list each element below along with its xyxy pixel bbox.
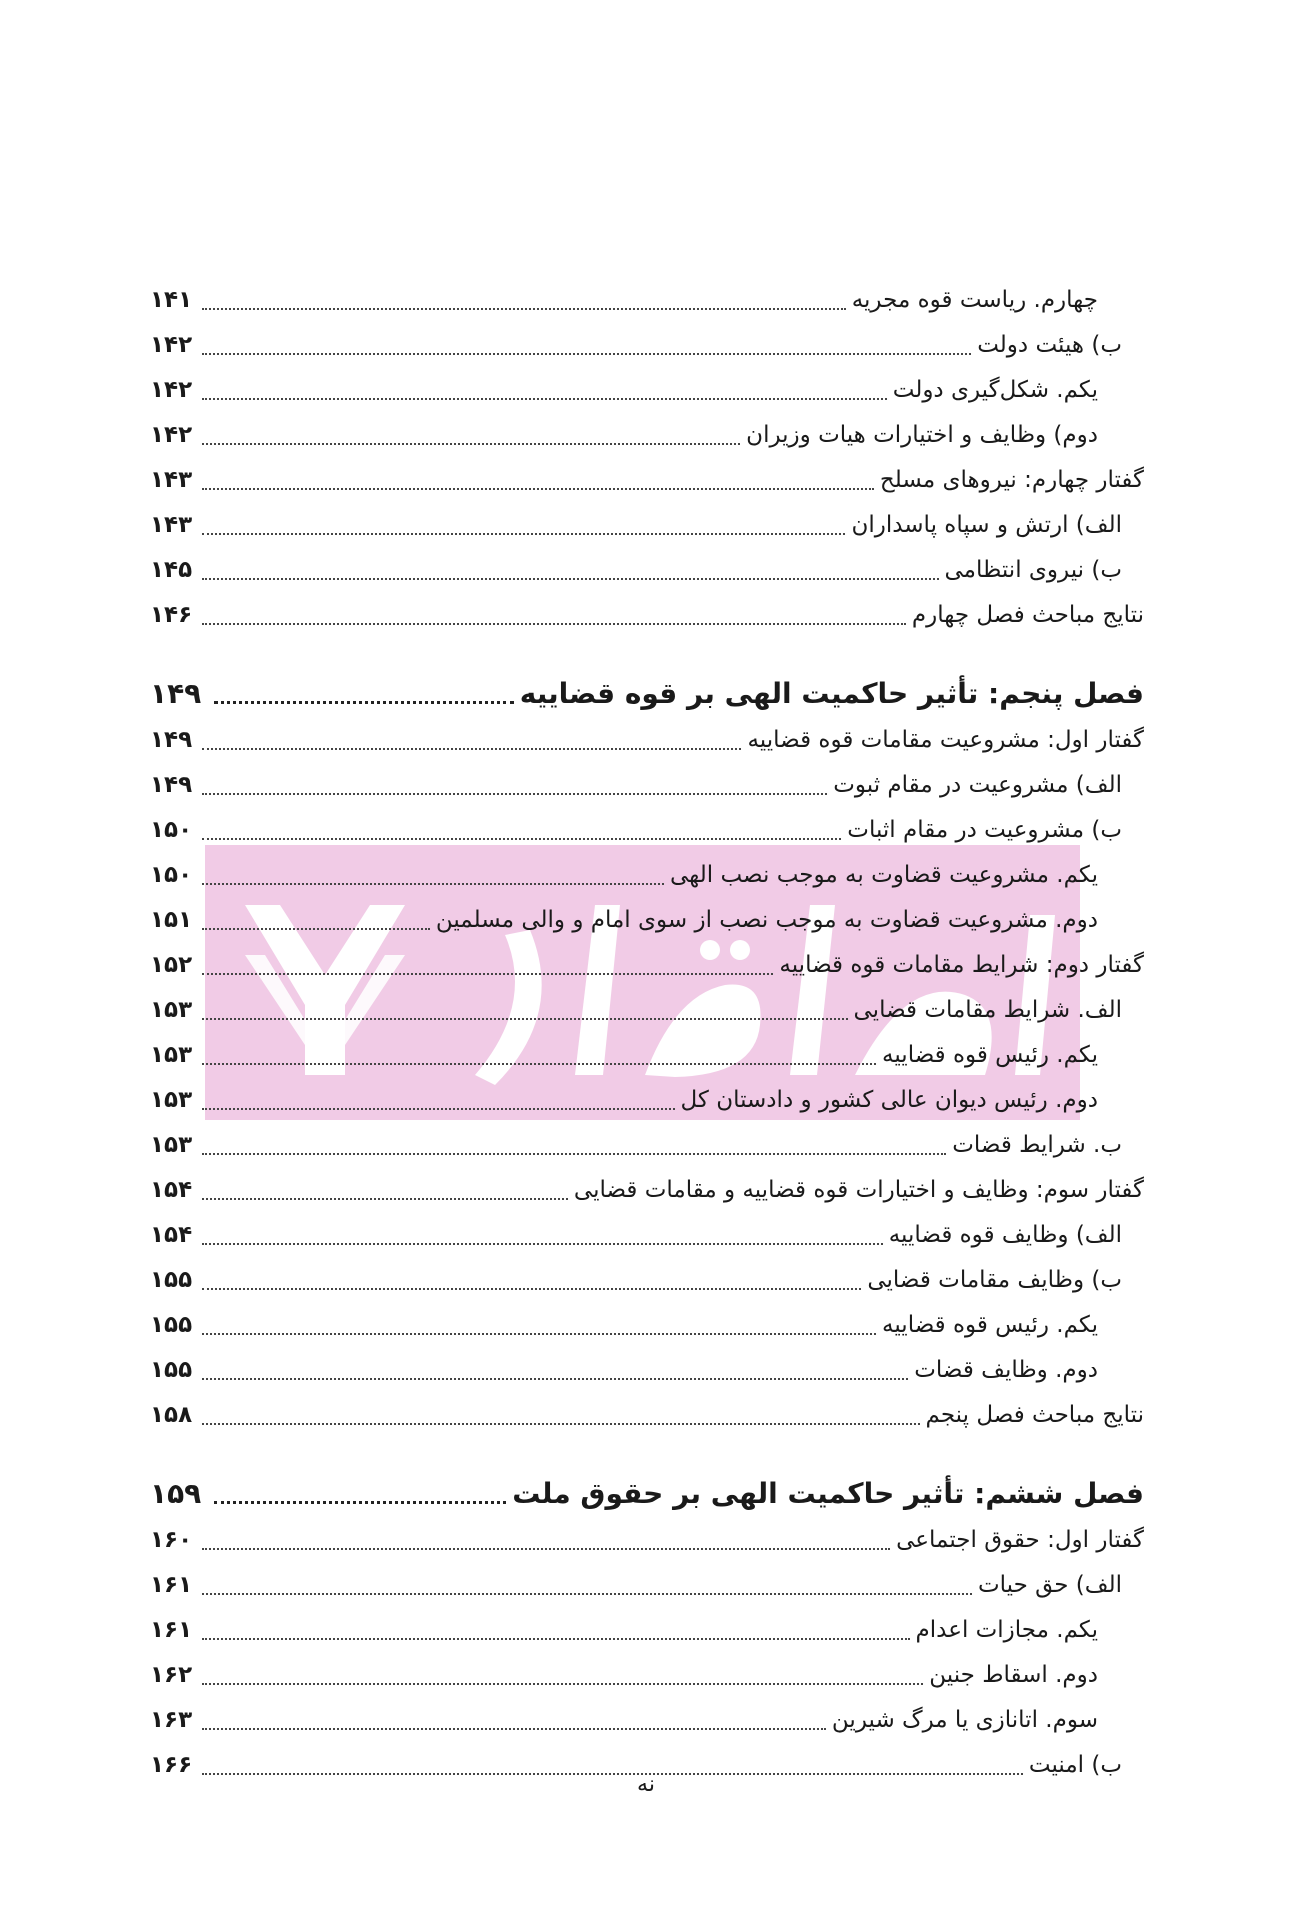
page-number-footer: نه — [637, 1772, 655, 1797]
toc-entry — [150, 548, 1144, 593]
dot-leader — [202, 1108, 675, 1110]
toc-entry — [150, 763, 1144, 808]
dot-leader — [202, 1378, 908, 1380]
toc-entry-title: یکم. رئیس قوه قضاییه — [882, 1042, 1098, 1068]
dot-leader — [202, 793, 827, 795]
toc-entry — [150, 1168, 1144, 1213]
toc-entry-title: یکم. مجازات اعدام — [915, 1617, 1098, 1643]
toc-entry-title: ب. شرایط قضات — [952, 1132, 1122, 1158]
toc-page-number: ۱۵۵ — [150, 1357, 193, 1383]
toc-entry-title: ب) نیروی انتظامی — [944, 557, 1122, 583]
toc-entry-title: یکم. شکل‌گیری دولت — [892, 377, 1098, 403]
toc-page-number: ۱۶۱ — [150, 1572, 193, 1598]
toc-entry-title: دوم. مشروعیت قضاوت به موجب نصب از سوی امام و والی مسلمین — [435, 907, 1098, 933]
toc-page-number: ۱۴۹ — [150, 677, 202, 710]
toc-entry-title: دوم. اسقاط جنین — [929, 1662, 1098, 1688]
toc-entry-title: ب) امنیت — [1028, 1752, 1122, 1778]
toc-entry — [150, 1563, 1144, 1608]
toc-entry — [150, 718, 1144, 763]
toc-entry — [150, 503, 1144, 548]
dot-leader — [202, 1638, 910, 1640]
toc-page-number: ۱۵۳ — [150, 997, 193, 1023]
toc-page-number: ۱۴۵ — [150, 557, 193, 583]
toc-page-number: ۱۴۹ — [150, 727, 193, 753]
dot-leader — [202, 1243, 883, 1245]
toc-entry-title: چهارم. ریاست قوه مجریه — [851, 287, 1098, 313]
chapter-title: فصل ششم: تأثیر حاکمیت الهی بر حقوق ملت — [512, 1477, 1144, 1510]
toc-page-number: ۱۶۲ — [150, 1662, 193, 1688]
toc-entry-title: الف) ارتش و سپاه پاسداران — [851, 512, 1122, 538]
toc-entry — [150, 898, 1144, 943]
dot-leader — [202, 1548, 890, 1550]
toc-entry-title: دوم) وظایف و اختیارات هیات وزیران — [746, 422, 1098, 448]
toc-entry — [150, 1393, 1144, 1438]
toc-entry-title: دوم. وظایف قضات — [914, 1357, 1098, 1383]
toc-entry — [150, 278, 1144, 323]
toc-page-number: ۱۴۳ — [150, 512, 193, 538]
toc-entry — [150, 943, 1144, 988]
toc-page-number: ۱۵۴ — [150, 1222, 193, 1248]
toc-page-number: ۱۵۳ — [150, 1087, 193, 1113]
toc-entry — [150, 593, 1144, 638]
toc-entry — [150, 1698, 1144, 1743]
toc-entry-title: یکم. مشروعیت قضاوت به موجب نصب الهی — [669, 862, 1098, 888]
toc-entry — [150, 368, 1144, 413]
dot-leader — [202, 883, 664, 885]
toc-entry-title: الف) مشروعیت در مقام ثبوت — [833, 772, 1122, 798]
toc-entry-title: گفتار دوم: شرایط مقامات قوه قضاییه — [779, 952, 1144, 978]
toc-entry — [150, 323, 1144, 368]
dot-leader — [202, 488, 874, 490]
toc-page-number: ۱۵۴ — [150, 1177, 193, 1203]
toc-page-number: ۱۵۹ — [150, 1477, 202, 1510]
dot-leader — [202, 1423, 920, 1425]
dot-leader — [202, 1063, 876, 1065]
toc-page-number: ۱۴۲ — [150, 332, 193, 358]
toc-entry-title: نتایج مباحث فصل پنجم — [925, 1402, 1144, 1428]
toc-page-number: ۱۴۲ — [150, 422, 193, 448]
dot-leader — [202, 623, 906, 625]
toc-page-number: ۱۴۱ — [150, 287, 193, 313]
toc-entry-title: ب) وظایف مقامات قضایی — [867, 1267, 1122, 1293]
dot-leader — [202, 973, 773, 975]
dot-leader — [202, 398, 887, 400]
dot-leader — [202, 1288, 861, 1290]
toc-entry — [150, 1033, 1144, 1078]
toc-entry — [150, 1258, 1144, 1303]
toc-entry-title: دوم. رئیس دیوان عالی کشور و دادستان کل — [680, 1087, 1098, 1113]
toc-entry — [150, 808, 1144, 853]
toc-entry-title: ب) مشروعیت در مقام اثبات — [847, 817, 1122, 843]
toc-page-number: ۱۵۵ — [150, 1312, 193, 1338]
toc-page-number: ۱۴۲ — [150, 377, 193, 403]
toc-entry-title: ب) هیئت دولت — [977, 332, 1122, 358]
dot-leader — [214, 701, 514, 704]
dot-leader — [202, 443, 740, 445]
toc-page-number: ۱۴۶ — [150, 602, 193, 628]
dot-leader — [202, 748, 741, 750]
toc-entry-title: الف) حق حیات — [977, 1572, 1122, 1598]
toc-entry — [150, 1078, 1144, 1123]
toc-entry — [150, 1123, 1144, 1168]
toc-page-number: ۱۶۳ — [150, 1707, 193, 1733]
dot-leader — [202, 1018, 848, 1020]
toc-entry — [150, 1653, 1144, 1698]
toc-page-number: ۱۶۶ — [150, 1752, 193, 1778]
dot-leader — [202, 1593, 972, 1595]
toc-entry-title: الف) وظایف قوه قضاییه — [888, 1222, 1122, 1248]
toc-page-number: ۱۵۰ — [150, 817, 193, 843]
toc-entry-title: الف. شرایط مقامات قضایی — [853, 997, 1122, 1023]
dot-leader — [202, 353, 971, 355]
chapter-title: فصل پنجم: تأثیر حاکمیت الهی بر قوه قضاییه — [519, 677, 1144, 710]
toc-page-number: ۱۶۱ — [150, 1617, 193, 1643]
dot-leader — [202, 1333, 876, 1335]
toc-entry — [150, 458, 1144, 503]
dot-leader — [202, 838, 841, 840]
toc-entry — [150, 1348, 1144, 1393]
toc-page-number: ۱۵۳ — [150, 1132, 193, 1158]
toc-page-number: ۱۴۹ — [150, 772, 193, 798]
toc-entry-title: گفتار اول: مشروعیت مقامات قوه قضاییه — [747, 727, 1144, 753]
toc-page-number: ۱۵۱ — [150, 907, 193, 933]
toc-entry-title: یکم. رئیس قوه قضاییه — [882, 1312, 1098, 1338]
dot-leader — [202, 928, 430, 930]
toc-chapter-heading — [150, 1466, 1144, 1516]
dot-leader — [202, 533, 845, 535]
toc-entry — [150, 1213, 1144, 1258]
toc-entry — [150, 1303, 1144, 1348]
toc-page-number: ۱۵۸ — [150, 1402, 193, 1428]
toc-entry-title: گفتار چهارم: نیروهای مسلح — [879, 467, 1144, 493]
toc-page-number: ۱۴۳ — [150, 467, 193, 493]
toc-chapter-heading — [150, 666, 1144, 716]
toc-entry — [150, 1518, 1144, 1563]
dot-leader — [202, 308, 846, 310]
toc-page-number: ۱۶۰ — [150, 1527, 193, 1553]
dot-leader — [202, 1683, 923, 1685]
toc-entry-title: سوم. اتانازی یا مرگ شیرین — [831, 1707, 1098, 1733]
toc-page-number: ۱۵۳ — [150, 1042, 193, 1068]
dot-leader — [214, 1501, 506, 1504]
toc-entry — [150, 413, 1144, 458]
toc-page-number: ۱۵۵ — [150, 1267, 193, 1293]
toc-entry-title: گفتار سوم: وظایف و اختیارات قوه قضاییه و مقامات قضایی — [573, 1177, 1144, 1203]
dot-leader — [202, 1728, 826, 1730]
toc-page-number: ۱۵۰ — [150, 862, 193, 888]
dot-leader — [202, 1198, 568, 1200]
toc-entry — [150, 853, 1144, 898]
table-of-contents — [150, 278, 1144, 1788]
toc-entry — [150, 988, 1144, 1033]
toc-entry-title: گفتار اول: حقوق اجتماعی — [896, 1527, 1144, 1553]
toc-page-number: ۱۵۲ — [150, 952, 193, 978]
toc-entry-title: نتایج مباحث فصل چهارم — [911, 602, 1144, 628]
dot-leader — [202, 1153, 946, 1155]
toc-entry — [150, 1608, 1144, 1653]
dot-leader — [202, 578, 939, 580]
